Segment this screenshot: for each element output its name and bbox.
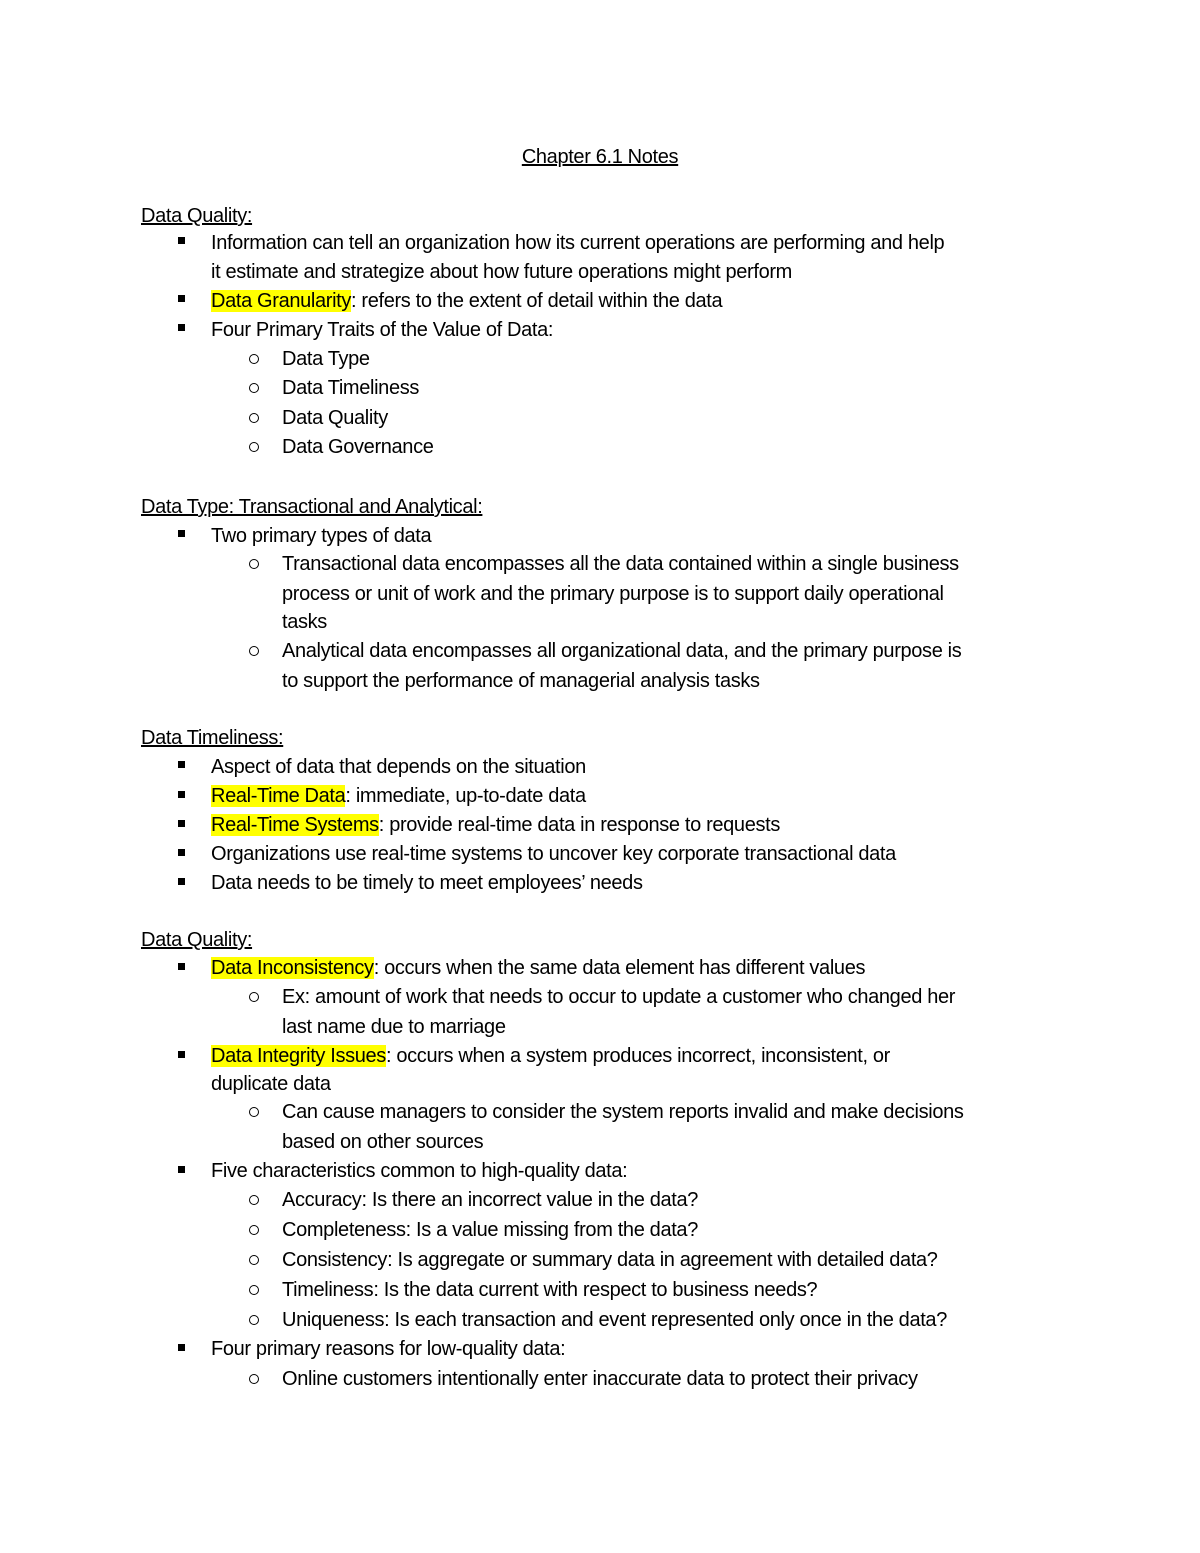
list-item-text <box>211 784 586 808</box>
sub-list-item: to support the performance of managerial analysis tasks <box>282 670 760 692</box>
section-heading-data-timeliness: Data Timeliness: <box>141 727 284 749</box>
list-item-text: duplicate data <box>211 1073 331 1095</box>
page-title: Chapter 6.1 Notes <box>521 146 679 168</box>
circle-bullet-icon <box>249 1285 259 1295</box>
circle-bullet-icon <box>249 1374 259 1384</box>
highlighted-term: Data Granularity <box>211 290 352 312</box>
term-definition: : occurs when a system produces incorrect, inconsistent, or <box>385 1045 890 1067</box>
square-bullet-icon <box>178 791 185 798</box>
list-item-text: Information can tell an organization how its current operations are performing and help <box>211 232 945 254</box>
sub-list-item: Data Governance <box>282 436 434 458</box>
sub-list-item: Data Quality <box>282 407 388 429</box>
circle-bullet-icon <box>249 1225 259 1235</box>
highlighted-term: Real-Time Data <box>211 785 346 807</box>
list-item-text <box>211 813 780 837</box>
circle-bullet-icon <box>249 354 259 364</box>
square-bullet-icon <box>178 849 185 856</box>
circle-bullet-icon <box>249 383 259 393</box>
square-bullet-icon <box>178 237 185 244</box>
square-bullet-icon <box>178 295 185 302</box>
list-item-text <box>211 289 722 313</box>
sub-list-item: Consistency: Is aggregate or summary data in agreement with detailed data? <box>282 1249 938 1271</box>
term-definition: : provide real-time data in response to requests <box>378 814 780 836</box>
square-bullet-icon <box>178 324 185 331</box>
list-item-text <box>211 956 865 980</box>
list-item-text: Four Primary Traits of the Value of Data: <box>211 319 554 341</box>
square-bullet-icon <box>178 878 185 885</box>
list-item-text <box>211 1044 890 1068</box>
circle-bullet-icon <box>249 442 259 452</box>
circle-bullet-icon <box>249 1255 259 1265</box>
circle-bullet-icon <box>249 646 259 656</box>
sub-list-item: last name due to marriage <box>282 1016 506 1038</box>
sub-list-item: tasks <box>282 611 327 633</box>
sub-list-item: Transactional data encompasses all the data contained within a single business <box>282 553 959 575</box>
sub-list-item: Uniqueness: Is each transaction and event represented only once in the data? <box>282 1309 947 1331</box>
sub-list-item: Accuracy: Is there an incorrect value in the data? <box>282 1189 699 1211</box>
sub-list-item: Completeness: Is a value missing from the data? <box>282 1219 698 1241</box>
term-definition: : immediate, up-to-date data <box>345 785 586 807</box>
sub-list-item: Analytical data encompasses all organizational data, and the primary purpose is <box>282 640 962 662</box>
circle-bullet-icon <box>249 1195 259 1205</box>
term-definition: : occurs when the same data element has different values <box>373 957 866 979</box>
square-bullet-icon <box>178 1051 185 1058</box>
square-bullet-icon <box>178 820 185 827</box>
square-bullet-icon <box>178 963 185 970</box>
list-item-text: Two primary types of data <box>211 525 432 547</box>
sub-list-item: Ex: amount of work that needs to occur to update a customer who changed her <box>282 986 956 1008</box>
circle-bullet-icon <box>249 1107 259 1117</box>
list-item-text: Five characteristics common to high-quality data: <box>211 1160 628 1182</box>
list-item-text: it estimate and strategize about how future operations might perform <box>211 261 792 283</box>
term-definition: : refers to the extent of detail within the data <box>351 290 723 312</box>
sub-list-item: Data Type <box>282 348 370 370</box>
list-item-text: Four primary reasons for low-quality data: <box>211 1338 566 1360</box>
section-heading-data-type: Data Type: Transactional and Analytical: <box>141 496 483 518</box>
sub-list-item: Can cause managers to consider the system reports invalid and make decisions <box>282 1101 964 1123</box>
circle-bullet-icon <box>249 1315 259 1325</box>
circle-bullet-icon <box>249 413 259 423</box>
square-bullet-icon <box>178 761 185 768</box>
circle-bullet-icon <box>249 559 259 569</box>
circle-bullet-icon <box>249 992 259 1002</box>
square-bullet-icon <box>178 1344 185 1351</box>
sub-list-item: Timeliness: Is the data current with respect to business needs? <box>282 1279 818 1301</box>
square-bullet-icon <box>178 1166 185 1173</box>
list-item-text: Data needs to be timely to meet employees’ needs <box>211 872 643 894</box>
sub-list-item: based on other sources <box>282 1131 484 1153</box>
square-bullet-icon <box>178 530 185 537</box>
sub-list-item: process or unit of work and the primary purpose is to support daily operational <box>282 583 944 605</box>
section-heading-data-quality: Data Quality: <box>141 205 253 227</box>
highlighted-term: Real-Time Systems <box>211 814 379 836</box>
sub-list-item: Data Timeliness <box>282 377 420 399</box>
highlighted-term: Data Integrity Issues <box>211 1045 386 1067</box>
sub-list-item: Online customers intentionally enter inaccurate data to protect their privacy <box>282 1368 918 1390</box>
list-item-text: Organizations use real-time systems to uncover key corporate transactional data <box>211 843 896 865</box>
list-item-text: Aspect of data that depends on the situation <box>211 756 586 778</box>
highlighted-term: Data Inconsistency <box>211 957 374 979</box>
section-heading-data-quality-2: Data Quality: <box>141 929 253 951</box>
